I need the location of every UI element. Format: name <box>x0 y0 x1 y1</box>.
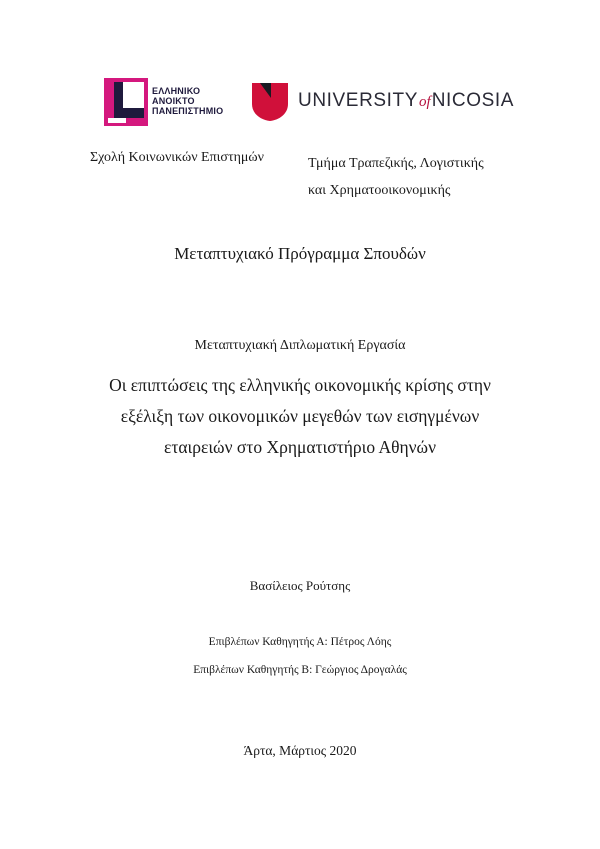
place-date: Άρτα, Μάρτιος 2020 <box>243 743 357 758</box>
eap-logo-text <box>152 86 223 116</box>
school-name: Σχολή Κοινωνικών Επιστημών <box>90 150 264 165</box>
title-line-1: Οι επιπτώσεις της ελληνικής οικονομικής κρίσης στην <box>109 375 491 395</box>
department-line-2: και Χρηματοοικονομικής <box>308 183 451 198</box>
program-name: Μεταπτυχιακό Πρόγραμμα Σπουδών <box>174 244 426 263</box>
eap-logo <box>104 78 234 126</box>
title-line-3: εταιρειών στο Χρηματιστήριο Αθηνών <box>164 437 436 457</box>
unic-wordmark <box>298 90 514 112</box>
thesis-type: Μεταπτυχιακή Διπλωματική Εργασία <box>194 338 406 353</box>
unic-shield-icon <box>251 82 289 122</box>
unic-text-nicosia: NICOSIA <box>431 90 515 111</box>
title-line-2: εξέλιξη των οικονομικών μεγεθών των εισηγμένων <box>120 406 480 426</box>
unic-text-university: UNIVERSITY <box>298 90 419 111</box>
author-name: Βασίλειος Ρούτσης <box>249 578 351 593</box>
eap-line-1: ΕΛΛΗΝΙΚΟ <box>152 86 201 96</box>
supervisor-a: Επιβλέπων Καθηγητής Α: Πέτρος Λόης <box>208 636 392 648</box>
eap-line-3: ΠΑΝΕΠΙΣΤΗΜΙΟ <box>152 106 224 116</box>
department-name <box>308 150 484 204</box>
thesis-title <box>0 370 600 463</box>
supervisor-b: Επιβλέπων Καθηγητής Β: Γεώργιος Δρογαλάς <box>193 664 407 676</box>
eap-logo-mark <box>104 78 148 126</box>
department-line-1: Τμήμα Τραπεζικής, Λογιστικής <box>308 156 484 171</box>
unic-text-of: of <box>419 94 431 110</box>
eap-line-2: ΑΝΟΙΚΤΟ <box>152 96 195 106</box>
